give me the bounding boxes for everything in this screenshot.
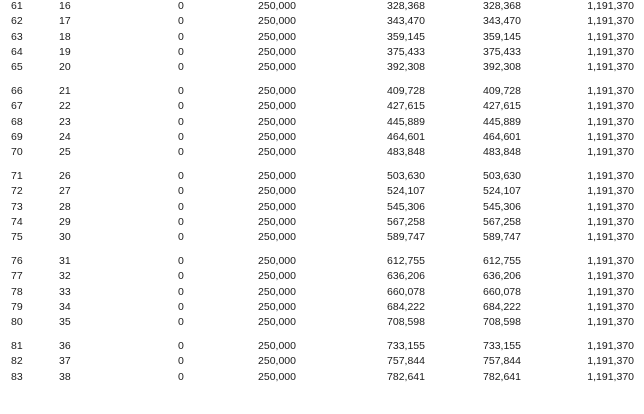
table-cell-col1: 71 [11, 170, 23, 182]
table-cell-col4: 250,000 [258, 215, 296, 228]
table-cell-col4: 250,000 [258, 185, 296, 198]
table-cell-col7: 1,191,370 [587, 285, 634, 298]
table-cell-col2: 20 [59, 61, 71, 74]
table-cell-col5: 375,433 [387, 45, 425, 58]
table-cell-col7: 1,191,370 [587, 370, 634, 383]
table-cell-col2: 21 [59, 85, 71, 97]
table-cell-col7: 1,191,370 [587, 15, 634, 28]
table-cell-col7: 1,191,370 [587, 130, 634, 143]
table-cell-col2: 22 [59, 100, 71, 113]
table-cell-col1: 76 [11, 255, 23, 267]
table-cell-col2: 18 [59, 30, 71, 43]
table-cell-col5: 427,615 [387, 100, 425, 113]
table-cell-col4: 250,000 [258, 100, 296, 113]
table-cell-col6: 392,308 [483, 61, 521, 74]
table-cell-col7: 1,191,370 [587, 355, 634, 368]
table-cell-col6: 409,728 [483, 85, 521, 97]
table-cell-col4: 250,000 [258, 170, 296, 182]
table-row [0, 341, 644, 352]
table-cell-col5: 409,728 [387, 85, 425, 97]
table-cell-col7: 1,191,370 [587, 340, 634, 352]
table-cell-col6: 464,601 [483, 130, 521, 143]
table-cell-col5: 392,308 [387, 61, 425, 74]
table-cell-col6: 524,107 [483, 185, 521, 198]
table-cell-col4: 250,000 [258, 30, 296, 43]
table-cell-col5: 612,755 [387, 255, 425, 267]
table-cell-col6: 375,433 [483, 45, 521, 58]
table-cell-col4: 250,000 [258, 255, 296, 267]
table-cell-col6: 589,747 [483, 231, 521, 244]
table-row [0, 271, 644, 282]
table-cell-col5: 524,107 [387, 185, 425, 198]
table-cell-col3: 0 [178, 45, 184, 58]
table-cell-col4: 250,000 [258, 355, 296, 368]
table-cell-col2: 32 [59, 270, 71, 283]
table-cell-col5: 684,222 [387, 300, 425, 313]
table-cell-col3: 0 [178, 30, 184, 43]
table-row [0, 117, 644, 128]
table-cell-col5: 733,155 [387, 340, 425, 352]
table-row [0, 171, 644, 182]
table-cell-col5: 503,630 [387, 170, 425, 182]
table-cell-col6: 359,145 [483, 30, 521, 43]
table-cell-col6: 782,641 [483, 370, 521, 383]
table-cell-col6: 636,206 [483, 270, 521, 283]
table-row [0, 302, 644, 313]
table-row [0, 62, 644, 73]
table-cell-col4: 250,000 [258, 231, 296, 244]
table-cell-col3: 0 [178, 0, 184, 12]
table-cell-col2: 30 [59, 231, 71, 244]
table-cell-col1: 67 [11, 100, 23, 113]
table-cell-col4: 250,000 [258, 45, 296, 58]
table-cell-col1: 70 [11, 146, 23, 159]
table-cell-col2: 34 [59, 300, 71, 313]
table-cell-col1: 73 [11, 200, 23, 213]
table-cell-col5: 782,641 [387, 370, 425, 383]
table-cell-col3: 0 [178, 61, 184, 74]
table-cell-col1: 72 [11, 185, 23, 198]
table-cell-col5: 343,470 [387, 15, 425, 28]
table-cell-col7: 1,191,370 [587, 300, 634, 313]
table-row [0, 86, 644, 97]
table-cell-col7: 1,191,370 [587, 115, 634, 128]
table-cell-col6: 343,470 [483, 15, 521, 28]
table-cell-col2: 17 [59, 15, 71, 28]
table-row [0, 101, 644, 112]
table-cell-col2: 31 [59, 255, 71, 267]
table-cell-col3: 0 [178, 255, 184, 267]
table-cell-col1: 82 [11, 355, 23, 368]
table-cell-col2: 26 [59, 170, 71, 182]
table-cell-col1: 81 [11, 340, 23, 352]
table-cell-col1: 80 [11, 316, 23, 329]
table-cell-col7: 1,191,370 [587, 45, 634, 58]
table-cell-col4: 250,000 [258, 15, 296, 28]
table-cell-col3: 0 [178, 231, 184, 244]
table-cell-col7: 1,191,370 [587, 200, 634, 213]
table-cell-col2: 37 [59, 355, 71, 368]
table-cell-col3: 0 [178, 340, 184, 352]
table-cell-col2: 16 [59, 0, 71, 12]
table-cell-col6: 684,222 [483, 300, 521, 313]
table-cell-col2: 27 [59, 185, 71, 198]
table-cell-col2: 24 [59, 130, 71, 143]
table-cell-col4: 250,000 [258, 200, 296, 213]
table-cell-col4: 250,000 [258, 115, 296, 128]
table-cell-col6: 708,598 [483, 316, 521, 329]
table-cell-col4: 250,000 [258, 285, 296, 298]
table-cell-col3: 0 [178, 370, 184, 383]
table-row [0, 287, 644, 298]
table-row [0, 232, 644, 243]
table-row [0, 256, 644, 267]
table-cell-col3: 0 [178, 285, 184, 298]
table-cell-col7: 1,191,370 [587, 316, 634, 329]
table-cell-col7: 1,191,370 [587, 30, 634, 43]
table-cell-col7: 1,191,370 [587, 170, 634, 182]
table-cell-col7: 1,191,370 [587, 231, 634, 244]
table-row [0, 147, 644, 158]
table-cell-col2: 33 [59, 285, 71, 298]
table-cell-col1: 79 [11, 300, 23, 313]
table-cell-col2: 25 [59, 146, 71, 159]
table-cell-col1: 63 [11, 30, 23, 43]
table-cell-col4: 250,000 [258, 316, 296, 329]
table-row [0, 202, 644, 213]
table-cell-col7: 1,191,370 [587, 185, 634, 198]
table-cell-col6: 612,755 [483, 255, 521, 267]
table-cell-col1: 83 [11, 370, 23, 383]
table-cell-col1: 68 [11, 115, 23, 128]
table-cell-col2: 36 [59, 340, 71, 352]
table-cell-col6: 757,844 [483, 355, 521, 368]
table-cell-col1: 78 [11, 285, 23, 298]
table-cell-col2: 19 [59, 45, 71, 58]
table-cell-col1: 69 [11, 130, 23, 143]
table-cell-col6: 483,848 [483, 146, 521, 159]
table-cell-col3: 0 [178, 170, 184, 182]
table-cell-col7: 1,191,370 [587, 100, 634, 113]
table-cell-col5: 589,747 [387, 231, 425, 244]
table-row [0, 372, 644, 383]
table-cell-col1: 65 [11, 61, 23, 74]
table-cell-col3: 0 [178, 100, 184, 113]
table-cell-col4: 250,000 [258, 270, 296, 283]
table-cell-col4: 250,000 [258, 146, 296, 159]
table-cell-col4: 250,000 [258, 0, 296, 12]
table-cell-col6: 427,615 [483, 100, 521, 113]
table-cell-col5: 757,844 [387, 355, 425, 368]
table-cell-col4: 250,000 [258, 130, 296, 143]
table-row [0, 32, 644, 43]
table-cell-col3: 0 [178, 316, 184, 329]
table-cell-col7: 1,191,370 [587, 255, 634, 267]
table-cell-col4: 250,000 [258, 85, 296, 97]
table-cell-col5: 636,206 [387, 270, 425, 283]
table-cell-col4: 250,000 [258, 340, 296, 352]
table-cell-col7: 1,191,370 [587, 61, 634, 74]
table-cell-col3: 0 [178, 85, 184, 97]
table-cell-col7: 1,191,370 [587, 215, 634, 228]
table-row [0, 186, 644, 197]
table-row [0, 217, 644, 228]
table-cell-col4: 250,000 [258, 61, 296, 74]
table-cell-col1: 66 [11, 85, 23, 97]
table-cell-col5: 708,598 [387, 316, 425, 329]
table-cell-col3: 0 [178, 115, 184, 128]
table-cell-col4: 250,000 [258, 300, 296, 313]
table-cell-col3: 0 [178, 185, 184, 198]
table-cell-col2: 29 [59, 215, 71, 228]
table-cell-col7: 1,191,370 [587, 146, 634, 159]
table-row [0, 132, 644, 143]
table-cell-col1: 74 [11, 215, 23, 228]
table-cell-col2: 38 [59, 370, 71, 383]
table-cell-col6: 660,078 [483, 285, 521, 298]
table-row [0, 317, 644, 328]
table-cell-col6: 567,258 [483, 215, 521, 228]
table-cell-col5: 359,145 [387, 30, 425, 43]
table-cell-col1: 64 [11, 45, 23, 58]
table-cell-col5: 567,258 [387, 215, 425, 228]
table-cell-col7: 1,191,370 [587, 85, 634, 97]
table-row [0, 16, 644, 27]
table-cell-col3: 0 [178, 130, 184, 143]
table-cell-col3: 0 [178, 355, 184, 368]
table-cell-col4: 250,000 [258, 370, 296, 383]
table-cell-col6: 503,630 [483, 170, 521, 182]
table-cell-col2: 28 [59, 200, 71, 213]
table-cell-col7: 1,191,370 [587, 0, 634, 12]
table-cell-col6: 733,155 [483, 340, 521, 352]
table-cell-col1: 61 [11, 0, 23, 12]
table-cell-col6: 328,368 [483, 0, 521, 12]
table-cell-col1: 75 [11, 231, 23, 244]
table-cell-col7: 1,191,370 [587, 270, 634, 283]
table-row [0, 47, 644, 58]
table-cell-col3: 0 [178, 15, 184, 28]
table-cell-col5: 464,601 [387, 130, 425, 143]
table-cell-col1: 62 [11, 15, 23, 28]
table-cell-col3: 0 [178, 215, 184, 228]
table-cell-col3: 0 [178, 300, 184, 313]
table-cell-col5: 328,368 [387, 0, 425, 12]
table-cell-col6: 545,306 [483, 200, 521, 213]
table-cell-col5: 483,848 [387, 146, 425, 159]
table-cell-col3: 0 [178, 200, 184, 213]
table-row [0, 356, 644, 367]
table-cell-col2: 35 [59, 316, 71, 329]
table-cell-col6: 445,889 [483, 115, 521, 128]
table-row [0, 1, 644, 12]
table-cell-col5: 445,889 [387, 115, 425, 128]
table-cell-col3: 0 [178, 146, 184, 159]
table-cell-col5: 545,306 [387, 200, 425, 213]
table-cell-col3: 0 [178, 270, 184, 283]
table-cell-col1: 77 [11, 270, 23, 283]
table-cell-col2: 23 [59, 115, 71, 128]
table-cell-col5: 660,078 [387, 285, 425, 298]
